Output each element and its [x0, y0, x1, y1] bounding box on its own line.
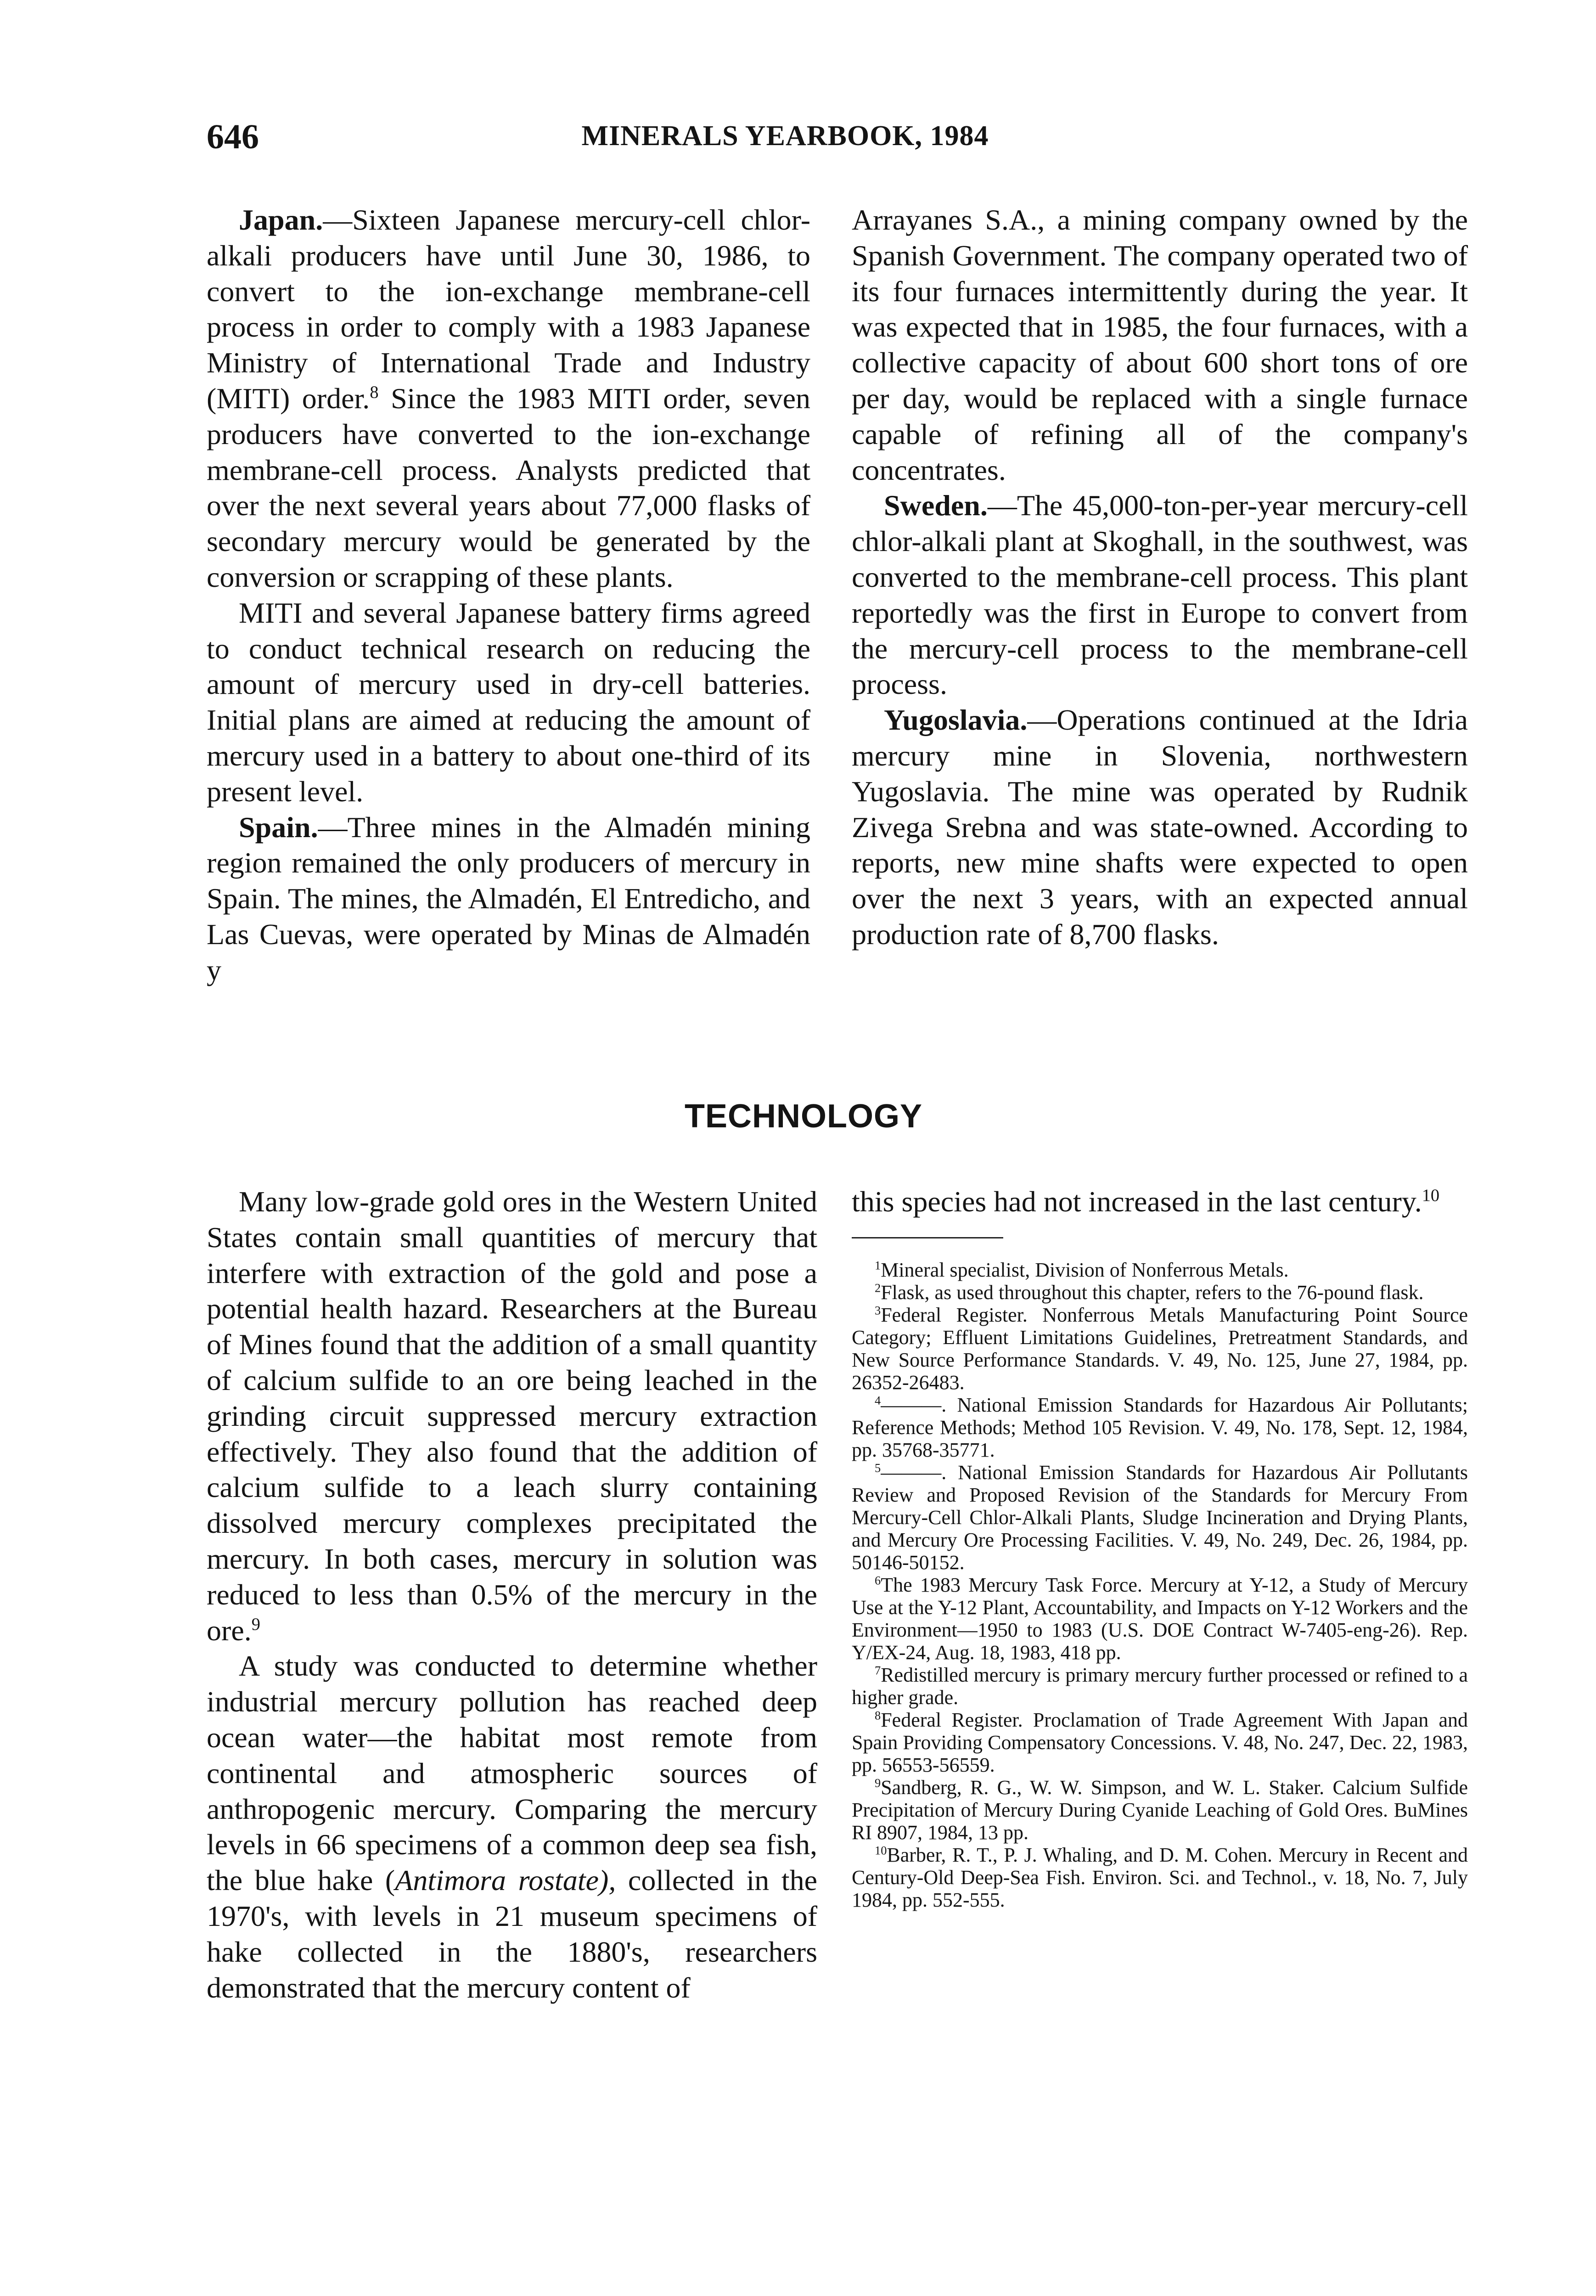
page-header — [207, 117, 1364, 168]
footnote: $^5$———. National Emission Standards for Hazardous Air Pollutants Review and Proposed Revision of the Standards for Mercury From Mercury-Cell Chlor-Alkali Plants, Sludge Incineration and Drying Plants, and Mercury Ore Processing Facilities. V. 49, No. 249, Dec. 26, 1984, pp. 50146-50152. — [852, 1461, 1468, 1574]
footnote: $^3$Federal Register. Nonferrous Metals Manufacturing Point Source Category; Effluent Limitations Guidelines, Pretreatment Standards, and New Source Performance Standards. V. 49, No. 125, June 27, 1984, pp. 26352-26483. — [852, 1303, 1468, 1394]
right-column-bottom — [852, 1184, 1468, 1911]
footnote: $^2$Flask, as used throughout this chapter, refers to the 76-pound flask. — [875, 1281, 1424, 1304]
footnote: $^{10}$Barber, R. T., P. J. Whaling, and D. M. Cohen. Mercury in Recent and Century-Old Deep-Sea Fish. Environ. Sci. and Technol., v. 18, No. 7, July 1984, pp. 552-555. — [852, 1843, 1468, 1911]
footnote-ref: 8 — [370, 383, 379, 402]
footnote: $^9$Sandberg, R. G., W. W. Simpson, and W. L. Staker. Calcium Sulfide Precipitation of Mercury During Cyanide Leaching of Gold Ores. BuMines RI 8907, 1984, 13 pp. — [852, 1776, 1468, 1844]
footnote: $^1$Mineral specialist, Division of Nonferrous Metals. — [875, 1258, 1289, 1281]
footnote-ref: 10 — [1422, 1186, 1440, 1205]
page-number: 646 — [207, 118, 259, 156]
technology-paragraph-2-continued: this species had not increased in the last century.$^{10}$ — [852, 1185, 1440, 1218]
footnote: $^8$Federal Register. Proclamation of Trade Agreement With Japan and Spain Providing Compensatory Concessions. V. 48, No. 247, Dec. 22, 1983, pp. 56553-56559. — [852, 1708, 1468, 1776]
country-heading-sweden: Sweden. — [884, 489, 988, 522]
technology-paragraph-1: Many low-grade gold ores in the Western United States contain small quantities of mercury that interfere with extraction of the gold and pose a potential health hazard. Researchers at the Bureau of Mines found that the addition of a small quantity of calcium sulfide to an ore being leached in the grinding circuit suppressed mercury extraction effectively. They also found that the addition of calcium sulfide to a leach slurry containing dissolved mercury complexes precipitated the mercury. In both cases, mercury in solution was reduced to less than 0.5% of the mercury in the ore.$^9$ — [207, 1185, 817, 1647]
footnote: $^7$Redistilled mercury is primary mercury further processed or refined to a higher grade. — [852, 1663, 1468, 1709]
footnote-divider — [852, 1237, 1003, 1238]
left-column-bottom — [207, 1184, 817, 2005]
spain-paragraph: Spain.—Three mines in the Almadén mining region remained the only producers of mercury in Spain. The mines, the Almadén, El Entredicho, and Las Cuevas, were operated by Minas de Almadén y — [207, 810, 810, 986]
japan-paragraph-1: Japan.—Sixteen Japanese mercury-cell chlor-alkali producers have until June 30, 1986, to convert to the ion-exchange membrane-cell process in order to comply with a 1983 Japanese Ministry of International Trade and Industry (MITI) order.$^8$ Since the 1983 MITI order, seven producers have converted to the ion-exchange membrane-cell process. Analysts predicted that over the next several years about 77,000 flasks of secondary mercury would be generated by the conversion or scrapping of these plants. — [207, 203, 811, 593]
footnote: $^6$The 1983 Mercury Task Force. Mercury at Y-12, a Study of Mercury Use at the Y-12 Plant, Accountability, and Impacts on Y-12 Workers and the Environment—1950 to 1983 (U.S. DOE Contract W-7405-eng-26). Rep. Y/EX-24, Aug. 18, 1983, 418 pp. — [852, 1573, 1468, 1664]
footnote-ref: 9 — [251, 1615, 260, 1634]
footnote: $^4$———. National Emission Standards for Hazardous Air Pollutants; Reference Methods; Method 105 Revision. V. 49, No. 178, Sept. 12, 1984, pp. 35768-35771. — [852, 1393, 1468, 1461]
left-column-top — [207, 202, 810, 988]
running-title: MINERALS YEARBOOK, 1984 — [581, 120, 989, 152]
spain-paragraph-continued: Arrayanes S.A., a mining company owned by the Spanish Government. The company operated two of its four furnaces intermittently during the year. It was expected that in 1985, the four furnaces, with a collective capacity of about 600 short tons of ore per day, would be replaced with a single furnace capable of refining all of the company's concentrates. — [852, 203, 1468, 486]
country-heading-yugoslavia: Yugoslavia. — [884, 703, 1028, 737]
technology-paragraph-2: A study was conducted to determine whether industrial mercury pollution has reached deep ocean water—the habitat most remote from continental and atmospheric sources of anthropogenic mercury. Comparing the mercury levels in 66 specimens of a common deep sea fish, the blue hake (Antimora rostate), collected in the 1970's, with levels in 21 museum specimens of hake collected in the 1880's, researchers demonstrated that the mercury content of — [207, 1649, 818, 2004]
footnotes — [852, 1259, 1468, 1911]
right-column-top — [852, 202, 1468, 952]
section-heading-technology: TECHNOLOGY — [684, 1098, 922, 1135]
country-heading-japan: Japan. — [239, 203, 323, 236]
yugoslavia-paragraph: Yugoslavia.—Operations continued at the Idria mercury mine in Slovenia, northwestern Yugoslavia. The mine was operated by Rudnik Zivega Srebna and was state-owned. According to reports, new mine shafts were expected to open over the next 3 years, with an expected annual production rate of 8,700 flasks. — [852, 703, 1468, 951]
sweden-paragraph: Sweden.—The 45,000-ton-per-year mercury-cell chlor-alkali plant at Skoghall, in the southwest, was converted to the membrane-cell process. This plant reportedly was the first in Europe to convert from the mercury-cell process to the membrane-cell process. — [852, 489, 1468, 701]
japan-paragraph-2: MITI and several Japanese battery firms agreed to conduct technical research on reducing the amount of mercury used in dry-cell batteries. Initial plans are aimed at reducing the amount of mercury used in a battery to about one-third of its present level. — [207, 596, 810, 808]
country-heading-spain: Spain. — [239, 810, 318, 844]
species-name: Antimora rostate), — [395, 1864, 616, 1897]
